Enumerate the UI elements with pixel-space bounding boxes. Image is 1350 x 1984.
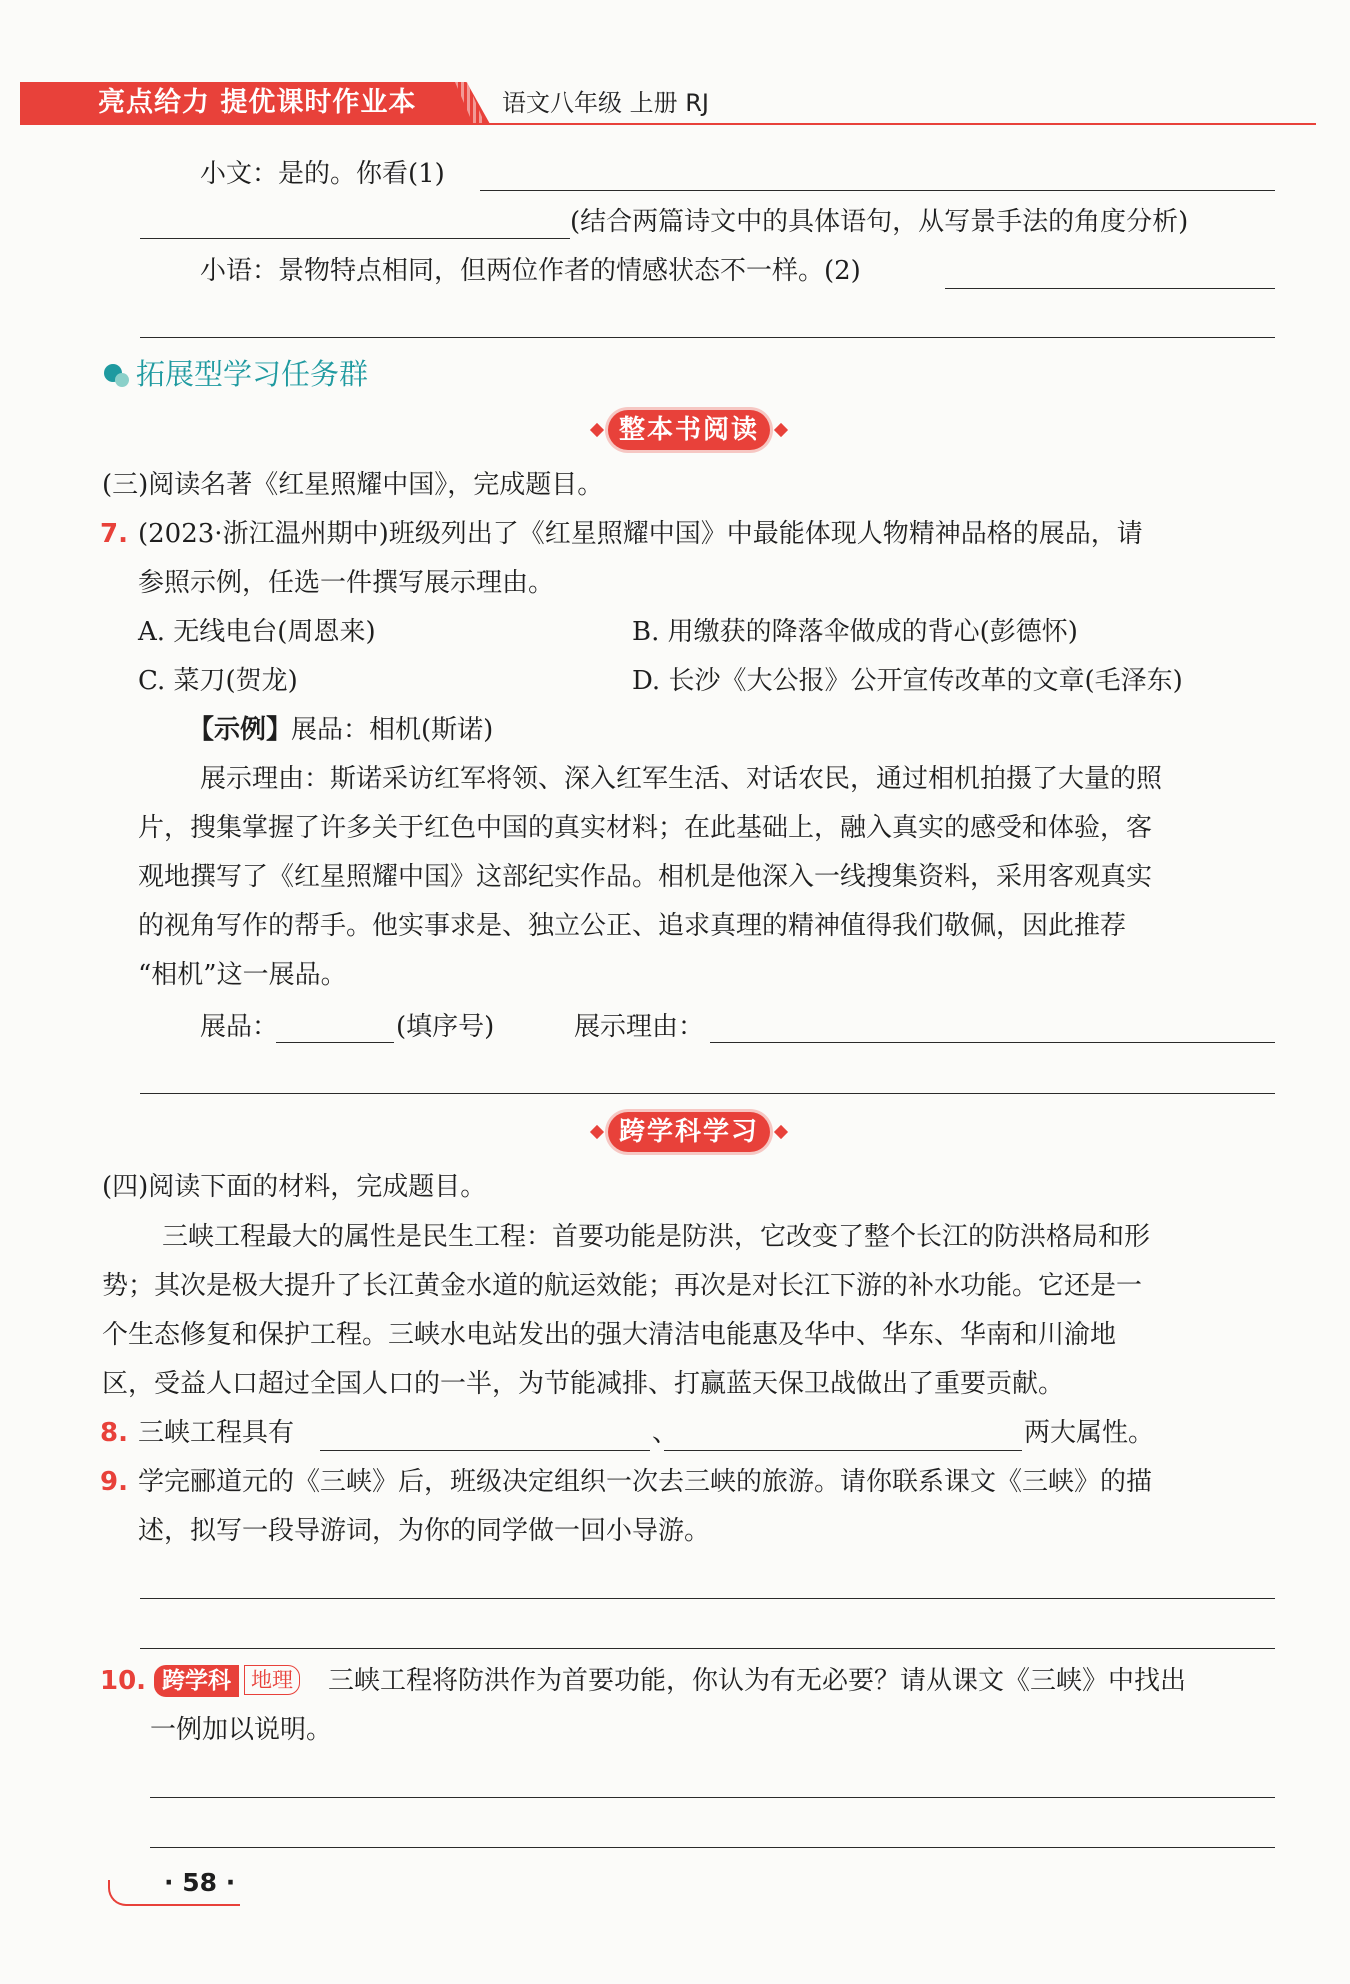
badge-whole-book-reading: 整本书阅读 <box>608 410 770 450</box>
reason-line-3: 观地撰写了《红星照耀中国》这部纪实作品。相机是他深入一线搜集资料，采用客观真实 <box>138 862 1153 892</box>
q8-prefix: 三峡工程具有 <box>138 1418 295 1448</box>
q8-separator: 、 <box>652 1418 679 1448</box>
leaf-icon <box>102 360 132 390</box>
answer-line[interactable] <box>945 288 1275 289</box>
header-subject: 语文八年级 上册 RJ <box>502 89 710 117</box>
header-brand: 亮点给力 提优课时作业本 <box>98 87 417 118</box>
reason-answer-blank[interactable] <box>710 1042 1275 1043</box>
reason-line-1: 展示理由：斯诺采访红军将领、深入红军生活、对话农民，通过相机拍摄了大量的照 <box>200 764 1163 794</box>
q9-line-2: 述，拟写一段导游词，为你的同学做一回小导游。 <box>138 1516 711 1546</box>
reason-line-2: 片，搜集掌握了许多关于红色中国的真实材料；在此基础上，融入真实的感受和体验，客 <box>138 813 1153 843</box>
q10-line-2: 一例加以说明。 <box>150 1715 333 1745</box>
example-item: 展品：相机(斯诺) <box>291 715 494 745</box>
tag-cross-discipline: 跨学科 <box>154 1665 239 1697</box>
answer-reason-label: 展示理由： <box>574 1012 705 1042</box>
answer-line[interactable] <box>150 1847 1275 1848</box>
q7-line-1: (2023·浙江温州期中)班级列出了《红星照耀中国》中最能体现人物精神品格的展品，请 <box>138 519 1143 549</box>
tag-geography: 地理 <box>244 1665 300 1695</box>
q10-line-1: 三峡工程将防洪作为首要功能，你认为有无必要？请从课文《三峡》中找出 <box>328 1666 1187 1696</box>
q8-blank-1[interactable] <box>320 1450 650 1451</box>
q9-line-1: 学完郦道元的《三峡》后，班级决定组织一次去三峡的旅游。请你联系课文《三峡》的描 <box>138 1467 1153 1497</box>
question-number-8: 8. <box>100 1418 128 1448</box>
reason-line-4: 的视角写作的帮手。他实事求是、独立公正、追求真理的精神值得我们敬佩，因此推荐 <box>138 911 1127 941</box>
option-c[interactable]: C. 菜刀(贺龙) <box>138 666 298 696</box>
option-d[interactable]: D. 长沙《大公报》公开宣传改革的文章(毛泽东) <box>632 666 1183 696</box>
answer-line[interactable] <box>480 190 1275 191</box>
section-title: 拓展型学习任务群 <box>136 357 369 391</box>
page-number: · 58 · <box>164 1868 236 1897</box>
header-rule <box>20 123 1316 125</box>
question-number-9: 9. <box>100 1467 128 1497</box>
question-number-7: 7. <box>100 519 128 549</box>
answer-line[interactable] <box>140 1648 1275 1649</box>
answer-line[interactable] <box>140 1598 1275 1599</box>
option-a[interactable]: A. 无线电台(周恩来) <box>138 617 376 647</box>
material-line-4: 区，受益人口超过全国人口的一半，为节能减排、打赢蓝天保卫战做出了重要贡献。 <box>102 1369 1065 1399</box>
answer-line[interactable] <box>150 1797 1275 1798</box>
part3-intro: (三)阅读名著《红星照耀中国》，完成题目。 <box>102 470 604 500</box>
item-answer-blank[interactable] <box>276 1042 394 1043</box>
answer-item-label: 展品： <box>200 1012 279 1042</box>
material-line-2: 势；其次是极大提升了长江黄金水道的航运效能；再次是对长江下游的补水功能。它还是一 <box>102 1271 1143 1301</box>
dialogue-line-1: 小文：是的。你看(1) <box>200 159 445 189</box>
badge-cross-discipline: 跨学科学习 <box>608 1112 770 1152</box>
question-number-10: 10. <box>100 1666 147 1696</box>
part4-intro: (四)阅读下面的材料，完成题目。 <box>102 1172 487 1202</box>
dialogue-hint: (结合两篇诗文中的具体语句，从写景手法的角度分析) <box>570 207 1189 237</box>
q7-line-2: 参照示例，任选一件撰写展示理由。 <box>138 568 555 598</box>
dialogue-line-2: 小语：景物特点相同，但两位作者的情感状态不一样。(2) <box>200 256 861 286</box>
option-b[interactable]: B. 用缴获的降落伞做成的背心(彭德怀) <box>632 617 1078 647</box>
answer-item-hint: (填序号) <box>396 1012 495 1042</box>
material-line-3: 个生态修复和保护工程。三峡水电站发出的强大清洁电能惠及华中、华东、华南和川渝地 <box>102 1320 1117 1350</box>
answer-line[interactable] <box>140 238 570 239</box>
q8-blank-2[interactable] <box>664 1450 1022 1451</box>
example-label: 【示例】 <box>188 715 293 745</box>
q8-suffix: 两大属性。 <box>1024 1418 1155 1448</box>
answer-line[interactable] <box>140 337 1275 338</box>
reason-line-5: “相机”这一展品。 <box>138 960 347 990</box>
answer-line[interactable] <box>140 1093 1275 1094</box>
material-line-1: 三峡工程最大的属性是民生工程：首要功能是防洪，它改变了整个长江的防洪格局和形 <box>162 1222 1151 1252</box>
